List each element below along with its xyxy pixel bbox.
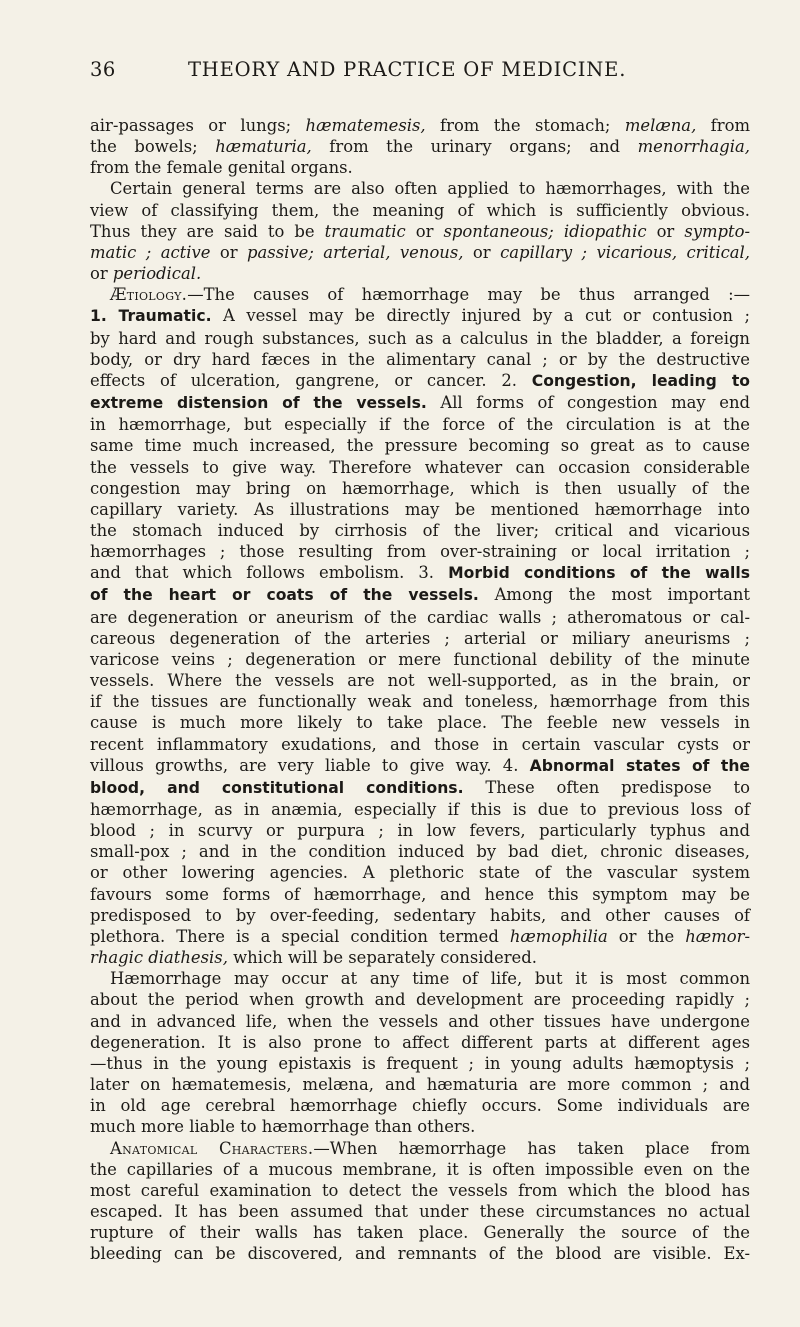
text-run: or <box>463 242 501 262</box>
text-line <box>90 242 750 263</box>
bold-heading-run: 1. Traumatic. <box>90 307 212 326</box>
text-run: rupture of their walls has taken place. Generally the source of the <box>90 1223 750 1243</box>
text-line <box>90 221 750 242</box>
text-run: vessels. Where the vessels are not well-supported, as in the brain, or <box>90 671 750 691</box>
text-run: careous degeneration of the arteries ; arterial or miliary aneurisms ; <box>90 628 750 648</box>
text-run: favours some forms of hæmorrhage, and hence this symptom may be <box>90 884 750 904</box>
text-run: hæmorrhage, as in anæmia, especially if this is due to previous loss of <box>90 800 750 819</box>
text-run: much more liable to hæmorrhage than others. <box>90 1117 476 1137</box>
italic-run: periodical. <box>112 264 202 284</box>
text-line <box>90 841 750 862</box>
small-caps-run: Ætiology. <box>110 285 188 305</box>
text-line <box>90 799 750 820</box>
text-line <box>90 178 750 199</box>
text-line <box>90 1116 750 1137</box>
text-run: hæmorrhages ; those resulting from over-straining or local irritation ; <box>90 542 750 562</box>
italic-run: spontaneous; idiopathic <box>443 221 647 241</box>
body-text <box>90 115 750 1264</box>
text-line <box>90 435 750 456</box>
text-line <box>90 1032 750 1053</box>
italic-run: melæna, <box>624 116 697 135</box>
text-line <box>90 457 750 478</box>
text-run: or <box>646 221 685 241</box>
text-run: the stomach induced by cirrhosis of the liver; critical and vicarious <box>90 520 750 540</box>
text-run: if the tissues are functionally weak and toneless, hæmorrhage from this <box>90 692 750 712</box>
text-run: or <box>210 242 248 262</box>
text-run: in hæmorrhage, but especially if the force of the circulation is at the <box>90 415 750 435</box>
text-run: —thus in the young epistaxis is frequent ; in young adults hæmoptysis ; <box>90 1053 750 1073</box>
text-run: Certain general terms are also often applied to hæmorrhages, with the <box>110 179 750 199</box>
text-line <box>90 541 750 562</box>
italic-run: passive; arterial, venous, <box>247 242 464 262</box>
text-line <box>90 926 750 947</box>
text-run: air-passages or lungs; <box>90 116 306 135</box>
text-line <box>90 499 750 520</box>
italic-run: sympto- <box>684 221 751 241</box>
text-run: or the <box>607 926 686 946</box>
text-run: cause is much more likely to take place. The feeble new vessels in <box>90 713 750 733</box>
text-line <box>90 414 750 435</box>
text-line <box>90 884 750 905</box>
italic-run: hæmaturia, <box>215 137 312 157</box>
text-line <box>90 1074 750 1095</box>
text-line <box>90 1095 750 1116</box>
text-line <box>90 968 750 989</box>
text-run: the capillaries of a mucous membrane, it is often impossible even on the <box>90 1159 750 1179</box>
text-run: degeneration. It is also prone to affect different parts at different ages <box>90 1032 750 1052</box>
text-run: the bowels; <box>90 137 216 157</box>
text-run: bleeding can be discovered, and remnants of the blood are visible. Ex- <box>90 1244 750 1264</box>
text-line <box>90 1222 750 1243</box>
text-line <box>90 1138 750 1159</box>
text-run: villous growths, are very liable to give way. 4. <box>90 755 530 775</box>
text-line <box>90 305 750 327</box>
text-run: These often predispose to <box>463 777 750 797</box>
text-run: from <box>696 116 750 135</box>
text-run: or <box>90 264 113 284</box>
text-line <box>90 392 750 414</box>
text-run: which will be separately considered. <box>227 948 537 968</box>
text-run: from the stomach; <box>425 116 625 135</box>
text-line <box>90 263 750 284</box>
text-line <box>90 628 750 649</box>
text-run: escaped. It has been assumed that under these circumstances no actual <box>90 1201 750 1221</box>
text-line <box>90 284 750 305</box>
italic-run: matic ; active <box>90 242 211 262</box>
text-run: varicose veins ; degeneration or mere functional debility of the minute <box>90 649 750 669</box>
bold-heading-run: Abnormal states of the <box>529 756 750 775</box>
text-run: All forms of congestion may end <box>426 393 750 413</box>
text-line <box>90 820 750 841</box>
text-line <box>90 862 750 883</box>
text-run: A vessel may be directly injured by a cut or contusion ; <box>211 306 750 326</box>
text-run: predisposed to by over-feeding, sedentary habits, and other causes of <box>90 905 750 925</box>
text-line <box>90 136 750 157</box>
small-caps-run: Anatomical Characters. <box>110 1138 314 1158</box>
text-run: Thus they are said to be <box>90 221 325 241</box>
text-line <box>90 328 750 349</box>
text-line <box>90 1180 750 1201</box>
bold-heading-run: blood, and constitutional conditions. <box>90 778 464 797</box>
text-line <box>90 670 750 691</box>
text-run: or other lowering agencies. A plethoric state of the vascular system <box>90 863 750 883</box>
bold-heading-run: of the heart or coats of the vessels. <box>90 586 479 605</box>
italic-run: traumatic <box>324 221 406 241</box>
text-run: plethora. There is a special condition termed <box>90 926 510 946</box>
bold-heading-run: extreme distension of the vessels. <box>90 394 427 413</box>
text-run: view of classifying them, the meaning of which is sufficiently obvious. <box>90 200 750 220</box>
italic-run: capillary ; vicarious, critical, <box>500 242 750 262</box>
text-line <box>90 734 750 755</box>
text-line <box>90 1243 750 1264</box>
text-run: from the urinary organs; and <box>311 137 638 157</box>
text-run: small-pox ; and in the condition induced by bad diet, chronic diseases, <box>90 842 750 862</box>
text-line <box>90 562 750 584</box>
text-line <box>90 478 750 499</box>
text-line <box>90 349 750 370</box>
text-run: from the female genital organs. <box>90 158 353 178</box>
text-run: blood ; in scurvy or purpura ; in low fevers, particularly typhus and <box>90 821 750 841</box>
bold-heading-run: Morbid conditions of the walls <box>448 564 751 583</box>
text-run: capillary variety. As illustrations may be mentioned hæmorrhage into <box>90 499 750 519</box>
text-run: by hard and rough substances, such as a calculus in the bladder, a foreign <box>90 328 750 348</box>
text-run: same time much increased, the pressure becoming so great as to cause <box>90 436 750 456</box>
text-run: about the period when growth and development are proceeding rapidly ; <box>90 990 750 1010</box>
text-line <box>90 157 750 178</box>
text-run: in old age cerebral hæmorrhage chiefly occurs. Some individuals are <box>90 1096 750 1116</box>
page-header <box>90 58 740 88</box>
italic-run: rhagic diathesis, <box>90 948 228 968</box>
text-run: the vessels to give way. Therefore whatever can occasion considerable <box>90 457 750 477</box>
text-line <box>90 200 750 221</box>
text-run: effects of ulceration, gangrene, or cancer. 2. <box>90 370 532 390</box>
text-run: body, or dry hard fæces in the alimentary canal ; or by the destructive <box>90 349 750 369</box>
text-line <box>90 607 750 628</box>
text-run: are degeneration or aneurism of the cardiac walls ; atheromatous or cal- <box>90 607 750 627</box>
text-run: congestion may bring on hæmorrhage, which is then usually of the <box>90 478 750 498</box>
text-run: and in advanced life, when the vessels and other tissues have undergone <box>90 1011 750 1031</box>
text-run: Hæmorrhage may occur at any time of life, but it is most common <box>110 969 750 989</box>
text-line <box>90 115 750 136</box>
text-run: most careful examination to detect the vessels from which the blood has <box>90 1180 750 1200</box>
text-line <box>90 1011 750 1032</box>
italic-run: hæmor- <box>685 926 750 946</box>
running-title: THEORY AND PRACTICE OF MEDICINE. <box>188 58 627 81</box>
text-line <box>90 1159 750 1180</box>
text-run: and that which follows embolism. 3. <box>90 563 449 583</box>
text-line <box>90 691 750 712</box>
text-line <box>90 755 750 777</box>
text-run: Among the most important <box>478 585 751 605</box>
text-line <box>90 905 750 926</box>
text-run: or <box>405 221 444 241</box>
text-line <box>90 947 750 968</box>
text-line <box>90 1053 750 1074</box>
text-line <box>90 1201 750 1222</box>
italic-run: menorrhagia, <box>637 137 751 157</box>
text-run: recent inflammatory exudations, and those in certain vascular cysts or <box>90 734 750 754</box>
italic-run: hæmophilia <box>509 926 608 946</box>
italic-run: hæmatemesis, <box>305 116 426 135</box>
text-run: —The causes of hæmorrhage may be thus arranged :— <box>187 285 750 305</box>
text-line <box>90 777 750 799</box>
text-run: later on hæmatemesis, melæna, and hæmaturia are more common ; and <box>90 1075 750 1095</box>
text-line <box>90 712 750 733</box>
page-number: 36 <box>90 58 116 81</box>
text-line <box>90 520 750 541</box>
text-line <box>90 649 750 670</box>
bold-heading-run: Congestion, leading to <box>531 371 750 390</box>
text-line <box>90 584 750 606</box>
text-line <box>90 370 750 392</box>
text-line <box>90 989 750 1010</box>
text-run: —When hæmorrhage has taken place from <box>313 1138 750 1158</box>
